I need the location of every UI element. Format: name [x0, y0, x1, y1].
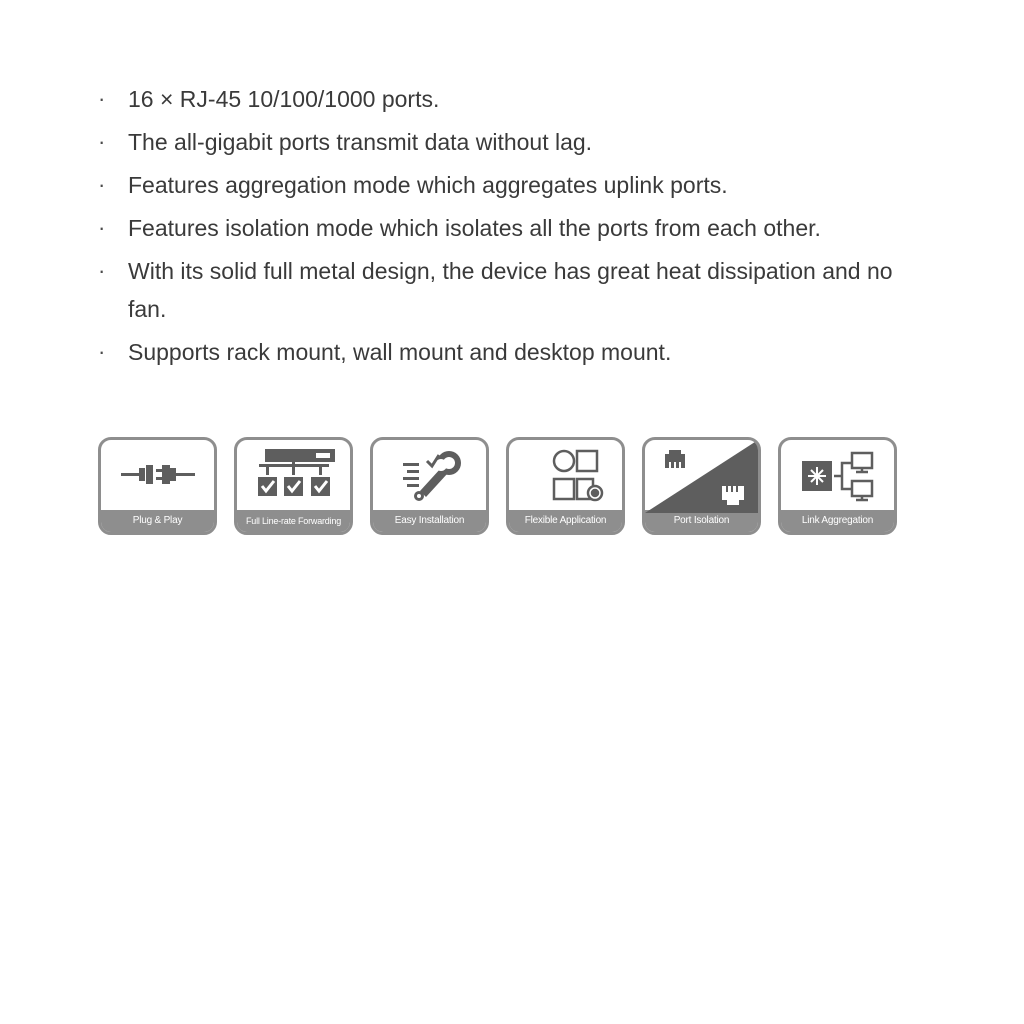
badge-full-line-rate-forwarding	[234, 437, 353, 535]
port-isolation-icon	[645, 440, 758, 513]
bullet-icon: ·	[98, 86, 106, 111]
badge-label: Plug & Play	[101, 510, 214, 532]
feature-text: Supports rack mount, wall mount and desktop mount.	[128, 339, 672, 365]
bullet-icon: ·	[98, 339, 106, 364]
bullet-icon: ·	[98, 129, 106, 154]
feature-text: Features isolation mode which isolates all the ports from each other.	[128, 215, 821, 241]
bullet-icon: ·	[98, 215, 106, 240]
feature-item	[96, 166, 916, 204]
feature-item	[96, 333, 916, 371]
feature-text: With its solid full metal design, the device has great heat dissipation and no fan.	[128, 258, 893, 322]
feature-item	[96, 209, 916, 247]
feature-list	[96, 80, 916, 376]
bullet-icon: ·	[98, 172, 106, 197]
app-grid-icon	[521, 443, 611, 507]
feature-item	[96, 80, 916, 118]
bullet-icon: ·	[98, 258, 106, 283]
badge-plug-and-play	[98, 437, 217, 535]
badge-label: Port Isolation	[645, 510, 758, 532]
switch-tree-icon	[244, 443, 344, 507]
feature-badges	[98, 437, 897, 535]
badge-easy-installation	[370, 437, 489, 535]
feature-text: 16 × RJ-45 10/100/1000 ports.	[128, 86, 440, 112]
feature-text: Features aggregation mode which aggregates uplink ports.	[128, 172, 728, 198]
feature-item	[96, 123, 916, 161]
feature-text: The all-gigabit ports transmit data without lag.	[128, 129, 593, 155]
plug-icon	[113, 445, 203, 505]
badge-label: Flexible Application	[509, 510, 622, 532]
badge-label: Link Aggregation	[781, 510, 894, 532]
link-aggregation-icon	[788, 443, 888, 507]
badge-label: Full Line-rate Forwarding	[237, 510, 350, 532]
badge-link-aggregation	[778, 437, 897, 535]
feature-item	[96, 252, 916, 328]
badge-flexible-application	[506, 437, 625, 535]
wrench-icon	[385, 443, 475, 507]
badge-port-isolation	[642, 437, 761, 535]
badge-label: Easy Installation	[373, 510, 486, 532]
